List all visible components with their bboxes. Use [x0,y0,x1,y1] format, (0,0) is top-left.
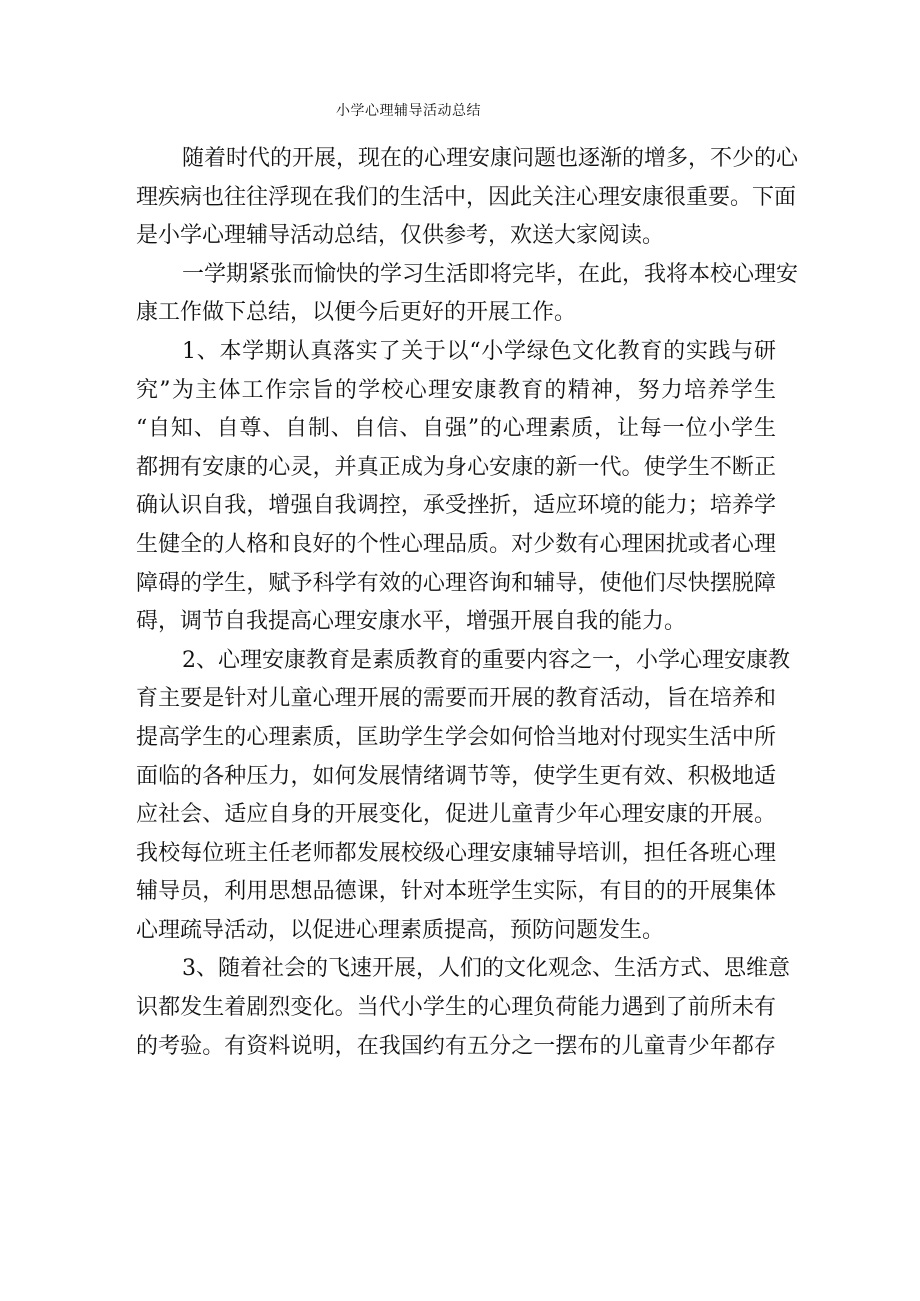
text-line: 3、随着社会的飞速开展，人们的文化观念、生活方式、思维意 [182,956,790,982]
text-line: 面临的各种压力，如何发展情绪调节等，使学生更有效、积极地适 [136,763,776,789]
text-line: 都拥有安康的心灵，并真正成为身心安康的新一代。使学生不断正 [136,454,776,480]
text-line: 提高学生的心理素质，匡助学生学会如何恰当地对付现实生活中所 [136,724,776,750]
text-line: 一学期紧张而愉快的学习生活即将完毕，在此，我将本校心理安 [182,261,799,287]
text-line: 识都发生着剧烈变化。当代小学生的心理负荷能力遇到了前所未有 [136,995,776,1021]
text-line: “自知、自尊、自制、自信、自强”的心理素质，让每一位小学生 [136,416,776,442]
text-line: 确认识自我，增强自我调控，承受挫折，适应环境的能力；培养学 [136,493,776,519]
text-line: 是小学心理辅导活动总结，仅供参考，欢送大家阅读。 [136,223,665,249]
text-line: 1、本学期认真落实了关于以“小学绿色文化教育的实践与研 [182,338,776,364]
text-line: 育主要是针对儿童心理开展的需要而开展的教育活动，旨在培养和 [136,686,776,712]
text-line: 随着时代的开展，现在的心理安康问题也逐渐的增多，不少的心 [182,146,799,171]
text-line: 心理疏导活动，以促进心理素质提高，预防问题发生。 [136,917,665,943]
text-line: 理疾病也往往浮现在我们的生活中，因此关注心理安康很重要。下面 [136,184,797,210]
document-title: 小学心理辅导活动总结 [336,103,481,119]
text-line: 康工作做下总结，以便今后更好的开展工作。 [136,300,577,326]
text-line: 的考验。有资料说明，在我国约有五分之一摆布的儿童青少年都存 [136,1033,776,1059]
document-body [136,140,799,1066]
text-line: 辅导员，利用思想品德课，针对本班学生实际，有目的的开展集体 [136,879,776,905]
text-line: 生健全的人格和良好的个性心理品质。对少数有心理困扰或者心理 [136,531,776,557]
text-line: 障碍的学生，赋予科学有效的心理咨询和辅导，使他们尽快摆脱障 [136,570,776,596]
text-line: 碍，调节自我提高心理安康水平，增强开展自我的能力。 [136,609,687,635]
text-line: 我校每位班主任老师都发展校级心理安康辅导培训，担任各班心理 [136,840,776,866]
text-line: 应社会、适应自身的开展变化，促进儿童青少年心理安康的开展。 [136,802,776,828]
text-line: 2、心理安康教育是素质教育的重要内容之一，小学心理安康教 [182,647,790,673]
text-line: 究”为主体工作宗旨的学校心理安康教育的精神，努力培养学生 [136,377,776,403]
